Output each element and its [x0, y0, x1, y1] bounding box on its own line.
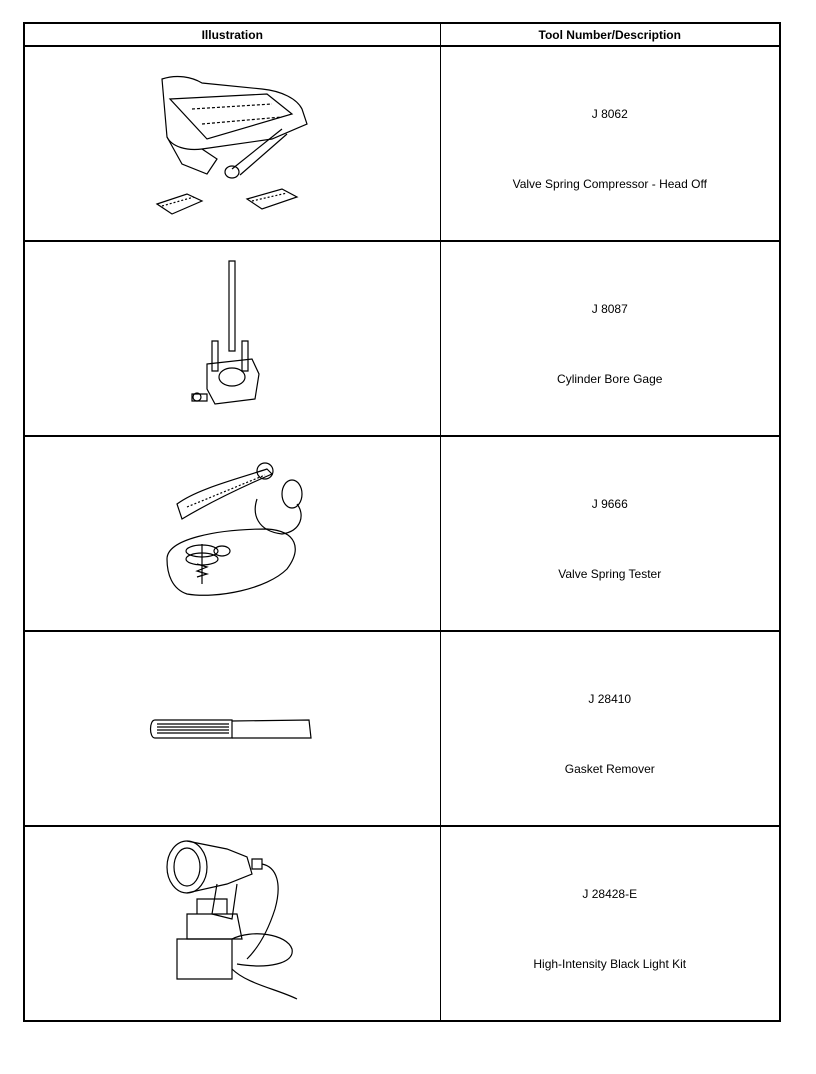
tool-number: J 8062 — [591, 107, 628, 121]
valve-spring-compressor-icon — [132, 69, 332, 219]
tool-description: Gasket Remover — [564, 762, 655, 776]
table-row — [24, 46, 780, 241]
gasket-remover-icon — [147, 714, 317, 744]
tool-description: High-Intensity Black Light Kit — [533, 957, 687, 971]
header-row — [24, 23, 780, 46]
header-illustration: Illustration — [24, 23, 440, 46]
description-cell — [440, 631, 780, 826]
header-tool-number: Tool Number/Description — [440, 23, 780, 46]
table-row — [24, 241, 780, 436]
cylinder-bore-gage-icon — [187, 259, 277, 419]
tool-description: Valve Spring Compressor - Head Off — [512, 177, 707, 191]
tool-number: J 28410 — [588, 692, 632, 706]
illustration-cell — [24, 826, 440, 1021]
tool-table — [23, 22, 781, 1022]
illustration-cell — [24, 631, 440, 826]
illustration-cell — [24, 436, 440, 631]
table-row — [24, 826, 780, 1021]
illustration-cell — [24, 46, 440, 241]
illustration-cell — [24, 241, 440, 436]
tool-description: Valve Spring Tester — [558, 567, 662, 581]
table-row — [24, 631, 780, 826]
tool-number: J 28428-E — [582, 887, 638, 901]
tool-number: J 8087 — [591, 302, 628, 316]
description-cell — [440, 436, 780, 631]
black-light-kit-icon — [157, 839, 307, 1009]
description-cell — [440, 826, 780, 1021]
table-row — [24, 436, 780, 631]
description-cell — [440, 241, 780, 436]
valve-spring-tester-icon — [157, 459, 307, 609]
tool-number: J 9666 — [591, 497, 628, 511]
tool-description: Cylinder Bore Gage — [557, 372, 663, 386]
description-cell — [440, 46, 780, 241]
